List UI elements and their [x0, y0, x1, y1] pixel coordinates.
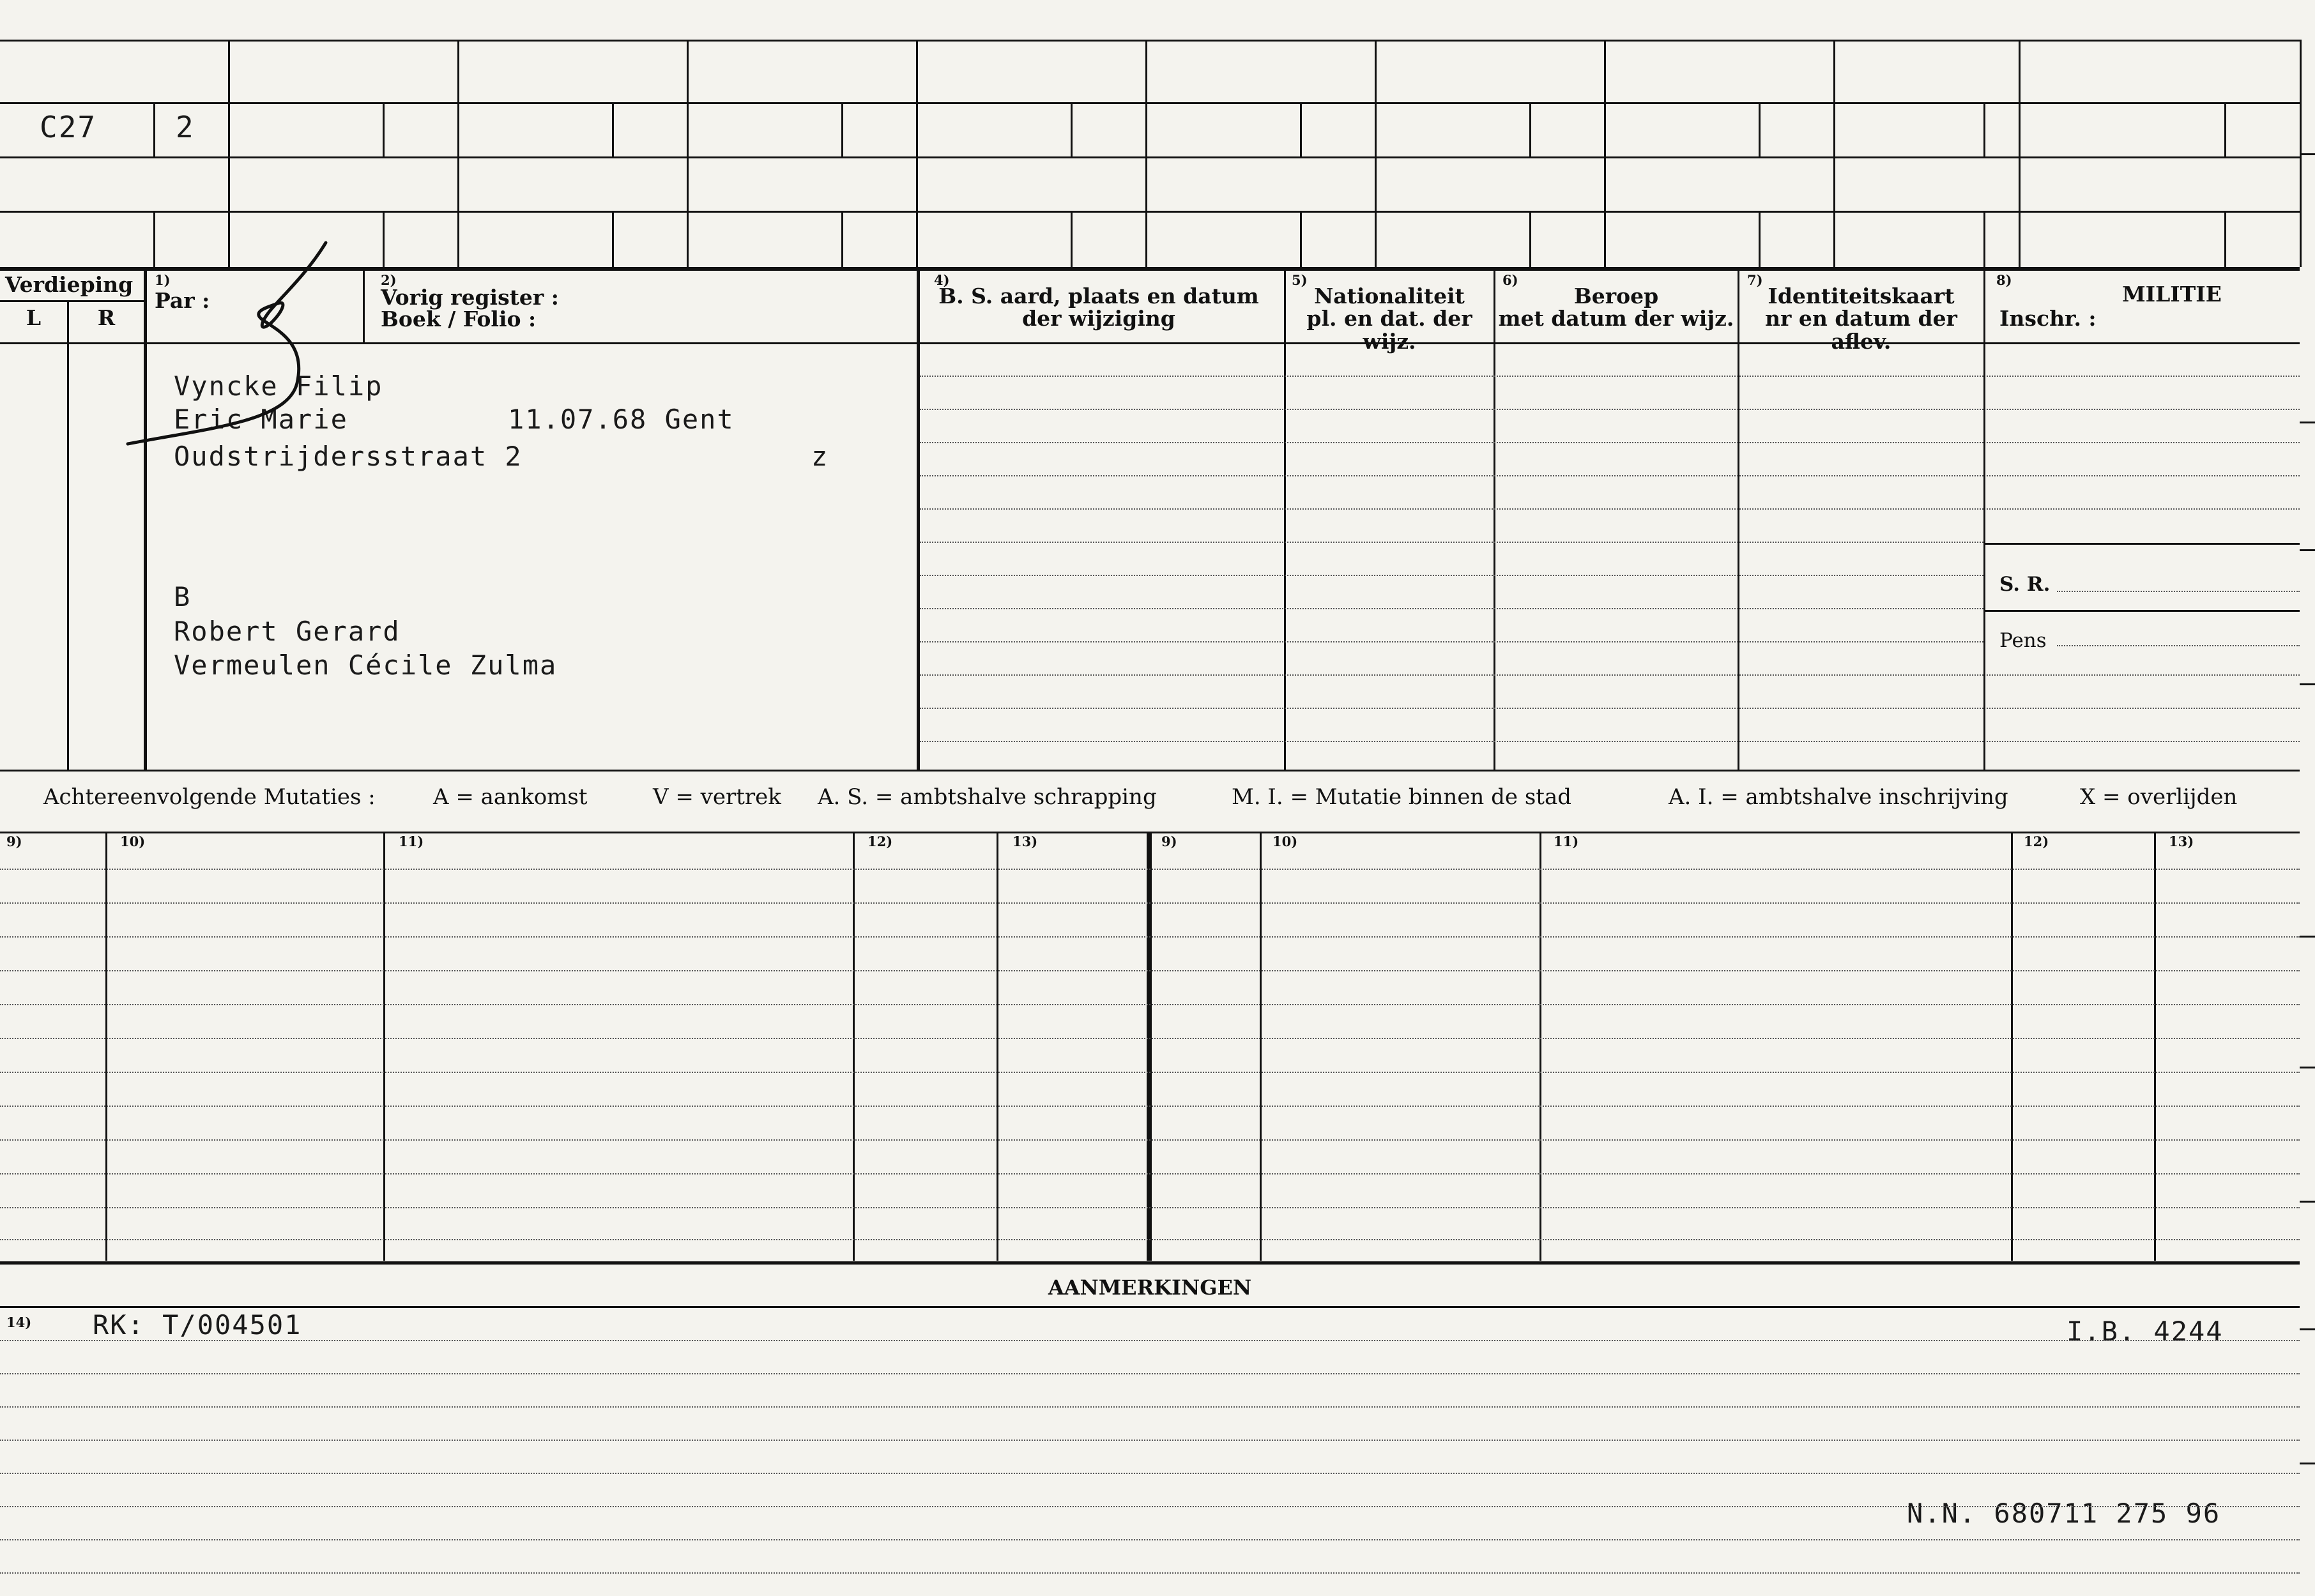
grid-subdivider	[383, 211, 385, 267]
grid-divider	[687, 40, 689, 267]
grid-subdivider	[153, 102, 155, 156]
header-l: L	[26, 305, 42, 330]
legend-v: V = vertrek	[653, 784, 781, 810]
dotted-row	[920, 575, 1983, 576]
edge-tick	[2300, 549, 2315, 551]
grid-subdivider	[612, 102, 614, 156]
col7-line1: Identiteitskaart	[1768, 284, 1955, 308]
dotted-row	[920, 741, 1983, 742]
legend-mi: M. I. = Mutatie binnen de stad	[1232, 784, 1571, 810]
edge-tick	[2300, 422, 2315, 423]
grid-subdivider	[841, 102, 843, 156]
dotted-row	[0, 1572, 2300, 1574]
person-name: Vyncke Filip	[174, 370, 383, 402]
col6-line2: met datum der wijz.	[1498, 306, 1734, 331]
dotted-row	[0, 1004, 2300, 1005]
person-father: Robert Gerard	[174, 616, 401, 647]
grid-subdivider	[1300, 211, 1302, 267]
dotted-row	[920, 409, 1983, 410]
grid-divider	[1604, 40, 1606, 267]
person-mother: Vermeulen Cécile Zulma	[174, 650, 558, 681]
person-birth: 11.07.68 Gent	[508, 404, 735, 435]
grid-subdivider	[1529, 211, 1531, 267]
grid-subdivider	[841, 211, 843, 267]
col4-number: 4)	[934, 272, 950, 288]
mut-col-12b: 12)	[2024, 833, 2049, 849]
dotted-row	[0, 1139, 2300, 1141]
edge-tick	[2300, 936, 2315, 938]
grid-subdivider	[1983, 211, 1985, 267]
dotted-row	[0, 869, 2300, 870]
dotted-row	[920, 641, 1983, 642]
col1-number: 1)	[155, 272, 171, 288]
col5-line2: pl. en dat. der wijz.	[1306, 306, 1472, 354]
mutation-col	[2011, 833, 2013, 1261]
militie-sr: S. R.	[1999, 573, 2051, 596]
grid-line	[0, 211, 2300, 213]
grid-subdivider	[1071, 211, 1073, 267]
dotted-row	[0, 1239, 2300, 1240]
col2-number: 2)	[381, 272, 397, 288]
dotted-row	[0, 936, 2300, 938]
grid-line	[0, 156, 2300, 158]
mut-col-9b: 9)	[1161, 833, 1177, 849]
edge-tick	[2300, 153, 2315, 155]
edge-tick	[2300, 683, 2315, 685]
col-divider	[67, 300, 69, 770]
remarks-nn: N.N. 680711 275 96	[1907, 1498, 2221, 1529]
dotted-row	[920, 508, 1983, 510]
dotted-row	[0, 1539, 2300, 1540]
col-divider	[917, 268, 920, 770]
dotted-row	[920, 708, 1983, 709]
grid-subdivider	[1759, 102, 1761, 156]
col8-number: 8)	[1996, 272, 2012, 288]
mut-col-11b: 11)	[1554, 833, 1579, 849]
dotted-row	[0, 1406, 2300, 1408]
legend-title: Achtereenvolgende Mutaties :	[43, 784, 376, 810]
grid-divider	[1375, 40, 1377, 267]
col2-line2: Boek / Folio :	[381, 307, 537, 331]
mutations-bottom-line	[0, 1261, 2300, 1265]
grid-sub: 2	[176, 110, 195, 144]
grid-subdivider	[2224, 102, 2226, 156]
dotted-row	[1987, 708, 2300, 709]
col7-line2: nr en datum der aflev.	[1765, 306, 1957, 354]
dotted-row	[0, 902, 2300, 904]
grid-subdivider	[1071, 102, 1073, 156]
legend-x: X = overlijden	[2080, 784, 2238, 810]
col-divider	[363, 268, 365, 342]
grid-subdivider	[2224, 211, 2226, 267]
col4-line1: B. S. aard, plaats en datum	[938, 284, 1259, 308]
mutation-col	[1260, 833, 1262, 1261]
edge-tick	[2300, 1067, 2315, 1068]
grid-divider	[2019, 40, 2021, 267]
edge-tick	[2300, 1463, 2315, 1464]
col6-number: 6)	[1502, 272, 1518, 288]
dotted-row	[920, 674, 1983, 676]
mut-col-10: 10)	[120, 833, 146, 849]
mutation-col	[997, 833, 998, 1261]
grid-line	[0, 40, 2300, 42]
dotted-row	[0, 970, 2300, 971]
grid-code: C27	[40, 110, 97, 144]
remarks-number: 14)	[6, 1314, 32, 1330]
dotted-row	[920, 475, 1983, 476]
dotted-row	[0, 1207, 2300, 1208]
mutation-col	[853, 833, 855, 1261]
remarks-line	[0, 1306, 2300, 1308]
dotted-row	[0, 1072, 2300, 1073]
dotted-row	[1987, 475, 2300, 476]
person-middle-names: Eric Marie	[174, 404, 348, 435]
mutation-col	[2154, 833, 2156, 1261]
col-divider	[1983, 268, 1985, 770]
col5-line1: Nationaliteit	[1314, 284, 1465, 308]
militie-line	[1985, 610, 2300, 612]
header-verdieping: Verdieping	[5, 272, 134, 297]
grid-subdivider	[612, 211, 614, 267]
col6-line1: Beroep	[1573, 284, 1659, 308]
person-mark: z	[811, 441, 829, 472]
grid-divider	[457, 40, 459, 267]
militie-pens: Pens	[1999, 629, 2047, 652]
header-r: R	[97, 305, 116, 330]
person-letter: B	[174, 581, 192, 612]
edge-tick	[2300, 1328, 2315, 1330]
remarks-ib: I.B. 4244	[2067, 1316, 2224, 1347]
dotted-row	[920, 442, 1983, 443]
mut-col-9: 9)	[6, 833, 22, 849]
mutation-col-divider	[1147, 833, 1152, 1261]
dotted-row	[920, 608, 1983, 609]
grid-divider	[228, 40, 230, 267]
mutation-col	[105, 833, 107, 1261]
dotted-row	[1987, 674, 2300, 676]
col7-number: 7)	[1747, 272, 1763, 288]
remarks-title: AANMERKINGEN	[1048, 1275, 1252, 1300]
mut-col-13: 13)	[1012, 833, 1038, 849]
grid-divider	[1833, 40, 1835, 267]
dotted-row	[920, 376, 1983, 377]
mut-col-12: 12)	[867, 833, 893, 849]
legend-a: A = aankomst	[433, 784, 588, 810]
remarks-rk: RK: T/004501	[93, 1309, 302, 1341]
dotted-row	[0, 1440, 2300, 1441]
dotted-row	[1987, 376, 2300, 377]
dotted-row	[0, 1106, 2300, 1107]
col8-title: MILITIE	[2122, 282, 2222, 307]
dotted-row	[0, 1340, 2300, 1341]
dotted-row	[0, 1038, 2300, 1039]
militie-dotted	[2057, 591, 2300, 592]
dotted-row	[0, 1373, 2300, 1374]
handwritten-strike	[115, 236, 332, 453]
mut-col-13b: 13)	[2169, 833, 2194, 849]
dotted-row	[1987, 508, 2300, 510]
col5-number: 5)	[1292, 272, 1308, 288]
grid-subdivider	[383, 102, 385, 156]
grid-divider	[916, 40, 918, 267]
col-divider	[1494, 268, 1495, 770]
person-address: Oudstrijdersstraat 2	[174, 441, 523, 472]
col1-label: Par :	[155, 288, 210, 313]
militie-line	[1985, 543, 2300, 545]
dotted-row	[0, 1506, 2300, 1507]
dotted-row	[1987, 741, 2300, 742]
mutation-col	[383, 833, 385, 1261]
grid-subdivider	[1529, 102, 1531, 156]
mutation-col	[1540, 833, 1541, 1261]
legend-top-line	[0, 770, 2300, 771]
dotted-row	[0, 1473, 2300, 1474]
edge-tick	[2300, 1201, 2315, 1203]
dotted-row	[0, 1173, 2300, 1174]
mut-col-11: 11)	[399, 833, 424, 849]
dotted-row	[1987, 409, 2300, 410]
legend-ai: A. I. = ambtshalve inschrijving	[1669, 784, 2008, 810]
mut-col-10b: 10)	[1272, 833, 1298, 849]
grid-divider	[1145, 40, 1147, 267]
col8-inschr: Inschr. :	[1999, 306, 2097, 331]
col2-line1: Vorig register :	[381, 285, 559, 310]
dotted-row	[1987, 442, 2300, 443]
grid-subdivider	[1300, 102, 1302, 156]
col4-line2: der wijziging	[1022, 306, 1175, 331]
legend-as: A. S. = ambtshalve schrapping	[818, 784, 1157, 810]
grid-line	[0, 102, 2300, 104]
dotted-row	[920, 542, 1983, 543]
grid-line	[0, 267, 2300, 271]
grid-subdivider	[1759, 211, 1761, 267]
grid-subdivider	[1983, 102, 1985, 156]
militie-dotted	[2057, 645, 2300, 646]
